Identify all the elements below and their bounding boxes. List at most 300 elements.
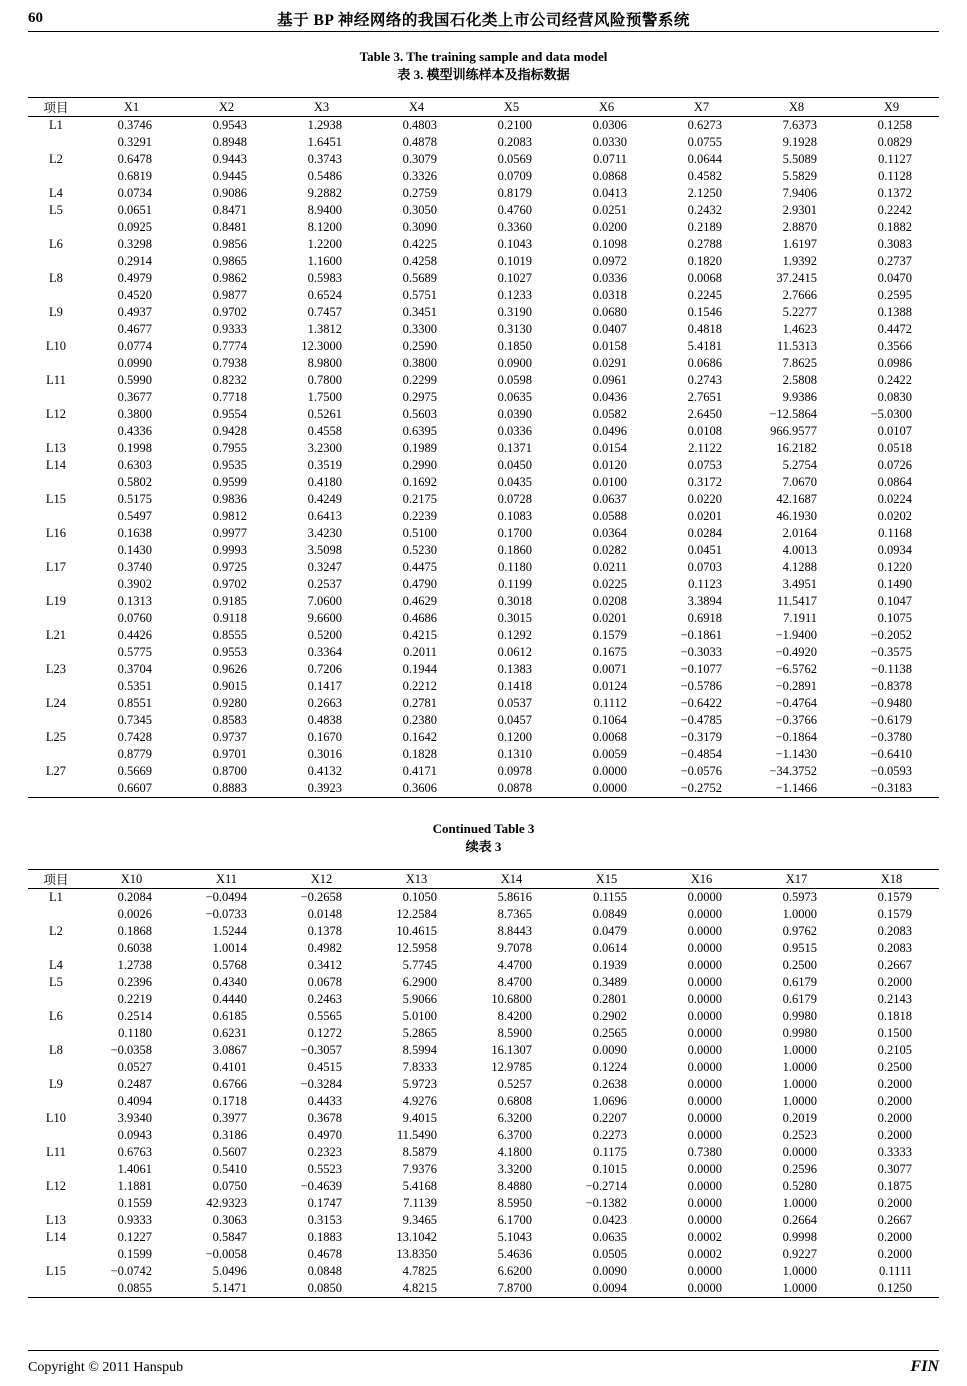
cell-value: 0.4171 [402,764,437,778]
cell-value: 0.2219 [117,992,152,1006]
cell-value: 0.2245 [687,288,722,302]
row-label [28,423,84,440]
table-row [28,287,939,304]
table-row [28,644,939,661]
cell-value: 1.0000 [782,1196,817,1210]
cell-value: 0.2143 [877,992,912,1006]
cell-value: 0.4475 [402,560,437,574]
table1-body [28,117,939,798]
cell-value: 0.9836 [212,492,247,506]
cell-value: 0.5351 [117,679,152,693]
cell-value: 0.0154 [592,441,627,455]
cell-value: 3.3200 [497,1162,532,1176]
row-label: L1 [49,118,63,132]
cell-value: 0.0753 [687,458,722,472]
row-label: L24 [45,696,67,710]
cell-value: 0.4520 [117,288,152,302]
cell-value: 0.0868 [592,169,627,183]
table-row [28,957,939,974]
cell-value: 4.0013 [782,543,817,557]
cell-value: 0.4790 [402,577,437,591]
cell-value: 0.0470 [877,271,912,285]
table-row [28,1263,939,1280]
row-label: L11 [46,1145,66,1159]
column-header: 项目 [43,873,69,887]
cell-value: 0.5973 [782,890,817,904]
cell-value: −1.1466 [775,781,817,795]
row-label [28,1195,84,1212]
cell-value: 0.0537 [497,696,532,710]
cell-value: 0.1579 [877,890,912,904]
cell-value: 0.2565 [592,1026,627,1040]
table-row [28,974,939,991]
table-row [28,117,939,135]
cell-value: 0.4838 [307,713,342,727]
cell-value: 7.8700 [497,1281,532,1295]
cell-value: 8.8443 [497,924,532,938]
cell-value: 0.6231 [212,1026,247,1040]
cell-value: 0.1220 [877,560,912,574]
cell-value: 0.0978 [497,764,532,778]
cell-value: 0.2781 [402,696,437,710]
cell-value: 0.0201 [592,611,627,625]
running-title: 基于 BP 神经网络的我国石化类上市公司经营风险预警系统 [277,11,690,29]
row-label: L6 [49,1009,63,1023]
cell-value: 0.2323 [307,1145,342,1159]
cell-value: 0.1064 [592,713,627,727]
cell-value: 0.0961 [592,373,627,387]
table-row [28,712,939,729]
cell-value: 8.1200 [307,220,342,234]
table-row [28,270,939,287]
row-label [28,644,84,661]
cell-value: 0.1718 [212,1094,247,1108]
cell-value: 0.5802 [117,475,152,489]
cell-value: 0.1868 [117,924,152,938]
cell-value: −0.3033 [680,645,722,659]
cell-value: 6.1700 [497,1213,532,1227]
cell-value: 0.0450 [497,458,532,472]
table-row [28,202,939,219]
cell-value: 0.3746 [117,118,152,132]
cell-value: 0.2667 [877,1213,912,1227]
table-row [28,1212,939,1229]
table-row [28,406,939,423]
cell-value: 0.1939 [592,958,627,972]
cell-value: 966.9577 [770,424,817,438]
cell-value: 0.5607 [212,1145,247,1159]
cell-value: 0.0211 [593,560,627,574]
row-label [28,712,84,729]
cell-value: 0.2175 [402,492,437,506]
cell-value: 0.3678 [307,1111,342,1125]
cell-value: 0.0734 [117,186,152,200]
column-header: X12 [310,871,333,886]
cell-value: 0.4340 [212,975,247,989]
cell-value: 0.2396 [117,975,152,989]
cell-value: 3.4951 [782,577,817,591]
row-label [28,1246,84,1263]
cell-value: 12.2584 [396,907,437,921]
cell-value: 0.6413 [307,509,342,523]
cell-value: 0.0336 [592,271,627,285]
cell-value: 9.1928 [782,135,817,149]
cell-value: −0.1138 [871,662,912,676]
cell-value: 0.9227 [782,1247,817,1261]
cell-value: 7.1139 [403,1196,437,1210]
cell-value: 0.2422 [877,373,912,387]
cell-value: 16.2182 [776,441,817,455]
cell-value: −0.3780 [870,730,912,744]
cell-value: 0.6038 [117,941,152,955]
cell-value: 0.1250 [877,1281,912,1295]
cell-value: 0.2523 [782,1128,817,1142]
cell-value: 0.7774 [212,339,247,353]
cell-value: 0.9543 [212,118,247,132]
cell-value: 0.6766 [212,1077,247,1091]
cell-value: 0.1043 [497,237,532,251]
cell-value: 0.2083 [877,941,912,955]
cell-value: 0.0158 [592,339,627,353]
row-label [28,1093,84,1110]
cell-value: 0.1599 [117,1247,152,1261]
cell-value: 0.9333 [212,322,247,336]
cell-value: 0.9980 [782,1009,817,1023]
cell-value: 5.2754 [782,458,817,472]
cell-value: 0.2299 [402,373,437,387]
cell-value: 0.1180 [118,1026,152,1040]
table-row [28,661,939,678]
cell-value: 0.0000 [687,1077,722,1091]
cell-value: 0.3704 [117,662,152,676]
cell-value: 0.9993 [212,543,247,557]
cell-value: 0.1944 [402,662,437,676]
cell-value: 11.5490 [396,1128,437,1142]
cell-value: 0.3333 [877,1145,912,1159]
table-row [28,219,939,236]
cell-value: 0.0000 [687,907,722,921]
row-label [28,1280,84,1298]
cell-value: −0.0576 [680,764,722,778]
table-row [28,1076,939,1093]
cell-value: 1.6197 [782,237,817,251]
row-label: L6 [49,237,63,251]
table-row [28,1280,939,1298]
cell-value: −0.2891 [775,679,817,693]
cell-value: 9.9386 [782,390,817,404]
cell-value: 7.8333 [402,1060,437,1074]
cell-value: 0.1642 [402,730,437,744]
cell-value: 0.1224 [592,1060,627,1074]
cell-value: 0.0225 [592,577,627,591]
cell-value: 0.0588 [592,509,627,523]
cell-value: 7.0600 [307,594,342,608]
cell-value: −0.0058 [205,1247,247,1261]
column-header: X14 [500,871,523,886]
table-row [28,923,939,940]
cell-value: 0.0943 [117,1128,152,1142]
cell-value: 0.8179 [497,186,532,200]
cell-value: 0.3077 [877,1162,912,1176]
table-row [28,695,939,712]
column-header: X18 [880,871,903,886]
cell-value: 0.2537 [307,577,342,591]
cell-value: 0.4249 [307,492,342,506]
row-label [28,355,84,372]
cell-value: 0.3800 [402,356,437,370]
cell-value: 0.2595 [877,288,912,302]
column-header: X13 [405,871,428,886]
cell-value: 0.2242 [877,203,912,217]
cell-value: 8.5950 [497,1196,532,1210]
cell-value: 0.9865 [212,254,247,268]
cell-value: 0.1233 [497,288,532,302]
cell-value: 0.3079 [402,152,437,166]
cell-value: −0.0733 [205,907,247,921]
cell-value: 0.2019 [782,1111,817,1125]
table-row [28,576,939,593]
column-header: X7 [693,99,710,114]
table-row [28,168,939,185]
cell-value: 0.3063 [212,1213,247,1227]
cell-value: 0.9702 [212,305,247,319]
cell-value: 0.9118 [213,611,247,625]
table-row [28,559,939,576]
cell-value: 0.4101 [212,1060,247,1074]
cell-value: 0.4686 [402,611,437,625]
cell-value: 1.0014 [212,941,247,955]
row-label [28,474,84,491]
cell-value: 0.0364 [592,526,627,540]
cell-value: 0.0644 [687,152,722,166]
table-row [28,1195,939,1212]
column-header: X2 [218,99,235,114]
header-row [28,98,939,117]
cell-value: 3.2300 [307,441,342,455]
table-row [28,780,939,798]
cell-value: 0.5603 [402,407,437,421]
cell-value: −0.2052 [870,628,912,642]
cell-value: 0.1860 [497,543,532,557]
cell-value: −0.0593 [870,764,912,778]
cell-value: 0.4677 [117,322,152,336]
row-label: L10 [45,1111,67,1125]
cell-value: 0.5669 [117,764,152,778]
cell-value: 0.2000 [877,1230,912,1244]
cell-value: 4.8215 [402,1281,437,1295]
cell-value: 0.3172 [687,475,722,489]
cell-value: 0.3740 [117,560,152,574]
cell-value: 0.4582 [687,169,722,183]
cell-value: −0.0358 [110,1043,152,1057]
cell-value: 0.0900 [497,356,532,370]
column-header: X4 [408,99,425,114]
cell-value: 0.0457 [497,713,532,727]
cell-value: 10.6800 [491,992,532,1006]
cell-value: 8.4880 [497,1179,532,1193]
cell-value: 1.0000 [782,907,817,921]
cell-value: 7.0670 [782,475,817,489]
cell-value: 0.9862 [212,271,247,285]
row-label: L17 [45,560,67,574]
cell-value: 0.1111 [879,1264,912,1278]
cell-value: 0.8555 [212,628,247,642]
cell-value: −12.5864 [769,407,817,421]
cell-value: 0.3489 [592,975,627,989]
cell-value: 0.0318 [592,288,627,302]
column-header: X9 [883,99,900,114]
cell-value: 0.0850 [307,1281,342,1295]
cell-value: 0.1123 [688,577,722,591]
cell-value: 1.0000 [782,1094,817,1108]
row-label: L2 [49,924,63,938]
cell-value: −0.9480 [870,696,912,710]
cell-value: 0.1292 [497,628,532,642]
cell-value: 0.9599 [212,475,247,489]
table-row [28,185,939,202]
row-label: L8 [49,271,63,285]
cell-value: 2.7666 [782,288,817,302]
cell-value: 0.7380 [687,1145,722,1159]
cell-value: 0.3923 [307,781,342,795]
cell-value: 0.0306 [592,118,627,132]
cell-value: 5.2865 [402,1026,437,1040]
column-header: X8 [788,99,805,114]
cell-value: 0.2083 [497,135,532,149]
cell-value: −0.2658 [300,890,342,904]
cell-value: 0.0423 [592,1213,627,1227]
cell-value: 1.6451 [307,135,342,149]
cell-value: 0.2596 [782,1162,817,1176]
cell-value: 0.5261 [307,407,342,421]
cell-value: 1.2200 [307,237,342,251]
cell-value: 0.4803 [402,118,437,132]
cell-value: 0.1128 [878,169,912,183]
row-label [28,219,84,236]
cell-value: 0.2000 [877,975,912,989]
cell-value: 0.9856 [212,237,247,251]
cell-value: 0.1675 [592,645,627,659]
row-label [28,940,84,957]
table-row [28,889,939,907]
cell-value: 0.0251 [592,203,627,217]
cell-value: 1.7500 [307,390,342,404]
cell-value: 0.0336 [497,424,532,438]
cell-value: 0.1313 [117,594,152,608]
cell-value: 0.9553 [212,645,247,659]
cell-value: 7.1911 [783,611,817,625]
cell-value: 0.3977 [212,1111,247,1125]
training-sample-table [28,97,939,798]
cell-value: 0.3190 [497,305,532,319]
cell-value: 5.1471 [212,1281,247,1295]
cell-value: 0.5689 [402,271,437,285]
row-label: L14 [45,458,67,472]
cell-value: −0.4639 [300,1179,342,1193]
cell-value: 0.0925 [117,220,152,234]
continued-table [28,869,939,1298]
cell-value: 0.9737 [212,730,247,744]
cell-value: 0.0120 [592,458,627,472]
column-header: X10 [120,871,143,886]
table-row [28,1110,939,1127]
cell-value: −34.3752 [769,764,817,778]
cell-value: 0.1075 [877,611,912,625]
table-row [28,746,939,763]
cell-value: 0.1098 [592,237,627,251]
table1-caption [28,48,939,84]
cell-value: 0.3606 [402,781,437,795]
cell-value: 0.8883 [212,781,247,795]
cell-value: 0.1200 [497,730,532,744]
cell-value: 0.0830 [877,390,912,404]
cell-value: 0.2500 [782,958,817,972]
cell-value: 0.6303 [117,458,152,472]
cell-value: −0.4764 [775,696,817,710]
cell-value: 3.5098 [307,543,342,557]
cell-value: 0.9015 [212,679,247,693]
cell-value: 46.1930 [776,509,817,523]
table-row [28,1229,939,1246]
cell-value: 0.4760 [497,203,532,217]
cell-value: 0.2432 [687,203,722,217]
cell-value: 0.0330 [592,135,627,149]
cell-value: 0.0000 [687,1026,722,1040]
cell-value: 0.9086 [212,186,247,200]
cell-value: 3.3894 [687,594,722,608]
cell-value: −0.3284 [300,1077,342,1091]
table-row [28,729,939,746]
cell-value: 2.9301 [782,203,817,217]
table-row [28,372,939,389]
cell-value: 0.0224 [877,492,912,506]
table-row [28,627,939,644]
cell-value: 0.0000 [687,1213,722,1227]
cell-value: 0.4433 [307,1094,342,1108]
column-header: X11 [215,871,238,886]
row-label: L19 [45,594,67,608]
cell-value: 0.0000 [687,1128,722,1142]
table-row [28,508,939,525]
cell-value: 0.4094 [117,1094,152,1108]
cell-value: 0.0000 [687,1162,722,1176]
cell-value: 0.9977 [212,526,247,540]
cell-value: 0.1875 [877,1179,912,1193]
cell-value: −0.1864 [775,730,817,744]
cell-value: 0.0750 [212,1179,247,1193]
cell-value: 0.4426 [117,628,152,642]
table-row [28,906,939,923]
cell-value: 0.1388 [877,305,912,319]
table-row [28,253,939,270]
row-label: L4 [49,186,63,200]
cell-value: 0.0090 [592,1043,627,1057]
cell-value: 5.5089 [782,152,817,166]
row-label: L23 [45,662,67,676]
cell-value: 0.4180 [307,475,342,489]
column-header: X15 [595,871,618,886]
table-row [28,1059,939,1076]
cell-value: 0.0972 [592,254,627,268]
table-row [28,593,939,610]
row-label [28,253,84,270]
cell-value: 0.3326 [402,169,437,183]
cell-value: 0.0026 [117,907,152,921]
cell-value: 0.0000 [687,992,722,1006]
cell-value: 5.9723 [402,1077,437,1091]
cell-value: 0.1258 [877,118,912,132]
cell-value: 0.3902 [117,577,152,591]
